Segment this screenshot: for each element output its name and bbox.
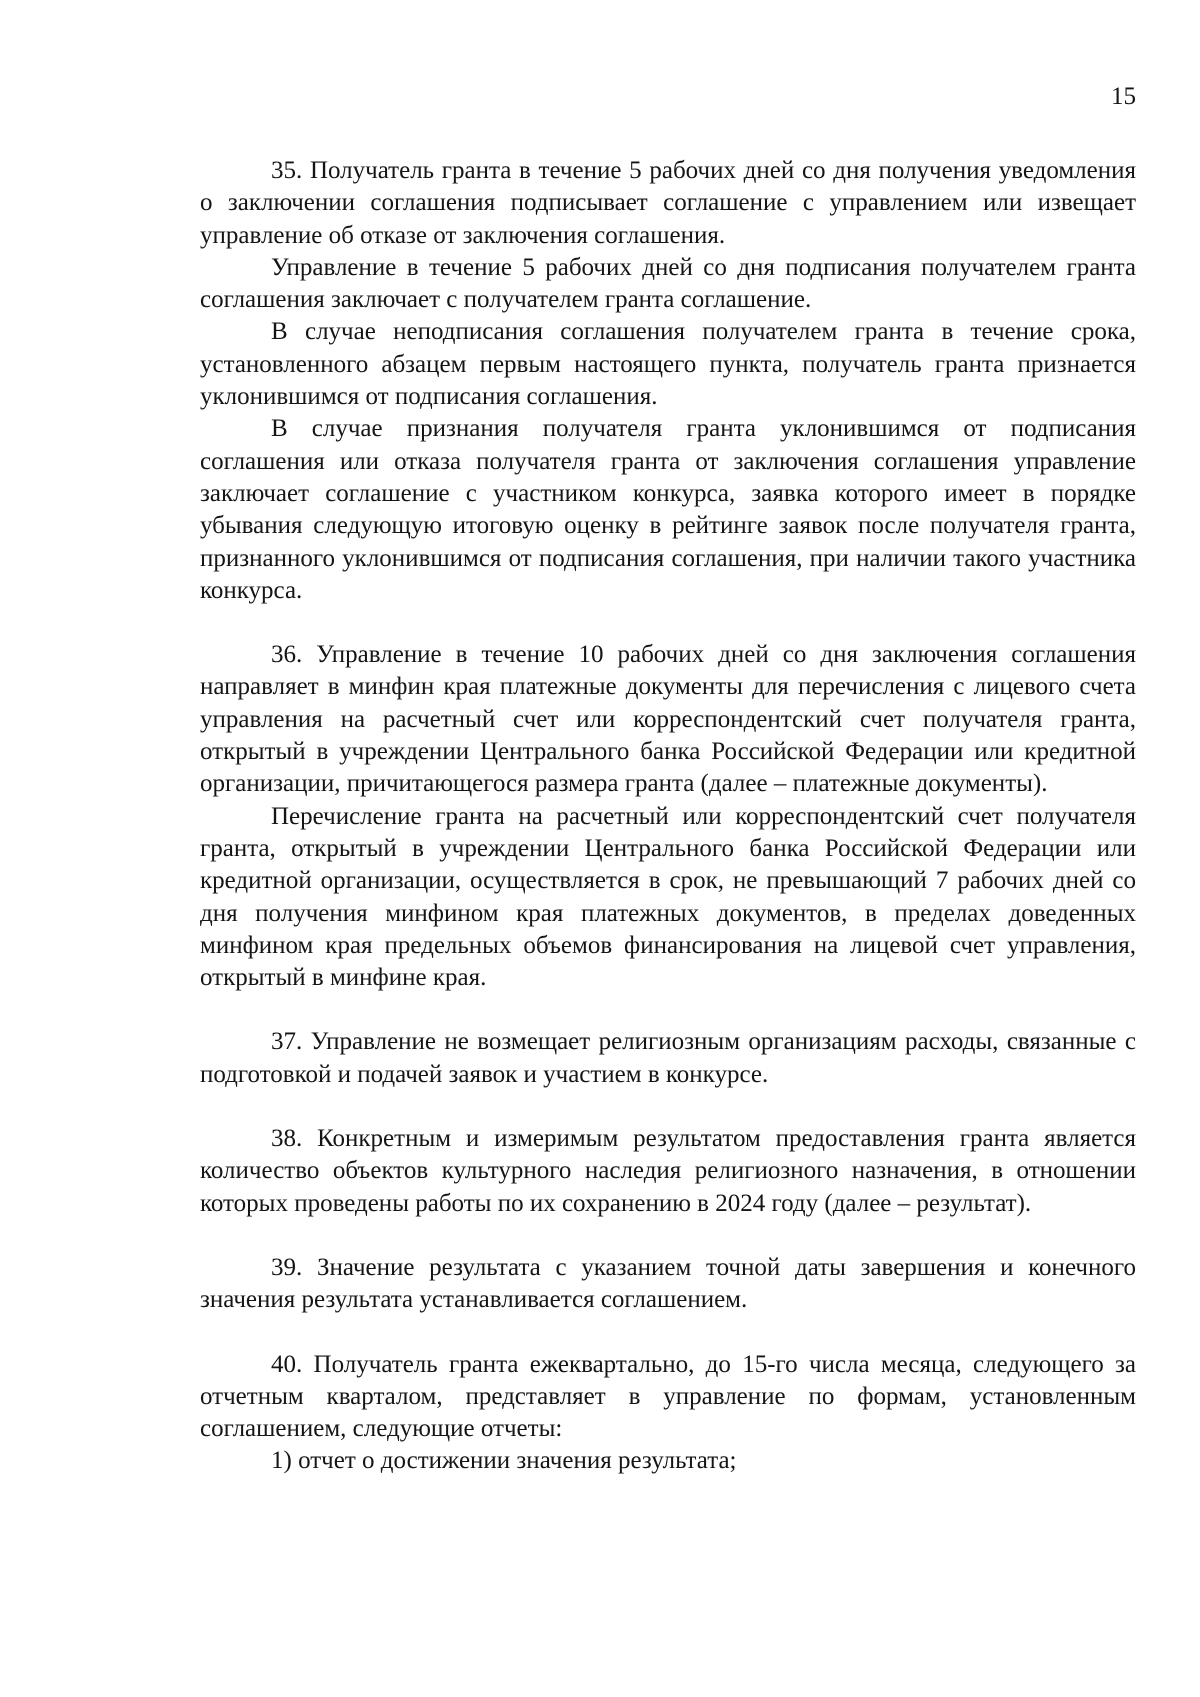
paragraph-40-item-1: 1) отчет о достижении значения результата; [271, 1447, 737, 1475]
paragraph-35-non-signing: В случае неподписания соглашения получателем гранта в течение срока, установленного абзацем первым настоящего пункта, получатель гранта признается уклонившимся от подписания соглашения. [200, 318, 1136, 411]
paragraph-37: 37. Управление не возмещает религиозным организациям расходы, связанные с подготовкой и подачей заявок и участием в конкурсе. [200, 1028, 1136, 1088]
paragraph-38: 38. Конкретным и измеримым результатом предоставления гранта является количество объектов культурного наследия религиозного назначения, в отношении которых проведены работы по их сохранению в 2024 году (далее – результат). [200, 1125, 1136, 1217]
paragraph-39: 39. Значение результата с указанием точной даты завершения и конечного значения результата устанавливается соглашением. [200, 1253, 1136, 1314]
paragraph-36-transfer: Перечисление гранта на расчетный или корреспондентский счет получателя гранта, открытый в учреждении Центрального банка Российской Федерации или кредитной организации, осуществляется в срок, не превышающий 7 рабочих дней со дня получения минфином края платежных документов, в пределах доведенных минфином края предельных объемов финансирования на лицевой счет управления, открытый в минфине края. [200, 802, 1136, 992]
paragraph-35: 35. Получатель гранта в течение 5 рабочих дней со дня получения уведомления о заключении соглашения подписывает соглашение с управлением или извещает управление об отказе от заключения соглашения. [200, 157, 1136, 249]
paragraph-40: 40. Получатель гранта ежеквартально, до 15-го числа месяца, следующего за отчетным кварталом, представляет в управление по формам, установленным соглашением, следующие отчеты: [200, 1350, 1136, 1443]
paragraph-36: 36. Управление в течение 10 рабочих дней со дня заключения соглашения направляет в минфин края платежные документы для перечисления с лицевого счета управления на расчетный счет или корреспондентский счет получателя гранта, открытый в учреждении Центрального банка Российской Федерации или кредитной организации, причитающегося размера гранта (далее – платежные документы). [200, 641, 1136, 798]
paragraph-35-signing: Управление в течение 5 рабочих дней со дня подписания получателем гранта соглашения заключает с получателем гранта соглашение. [200, 253, 1136, 314]
paragraph-35-evasion: В случае признания получателя гранта уклонившимся от подписания соглашения или отказа получателя гранта от заключения соглашения управление заключает соглашение с участником конкурса, заявка которого имеет в порядке убывания следующую итоговую оценку в рейтинге заявок после получателя гранта, признанного уклонившимся от подписания соглашения, при наличии такого участника конкурса. [200, 415, 1136, 604]
document-body [200, 155, 1136, 1478]
page-number: 15 [1111, 83, 1136, 110]
